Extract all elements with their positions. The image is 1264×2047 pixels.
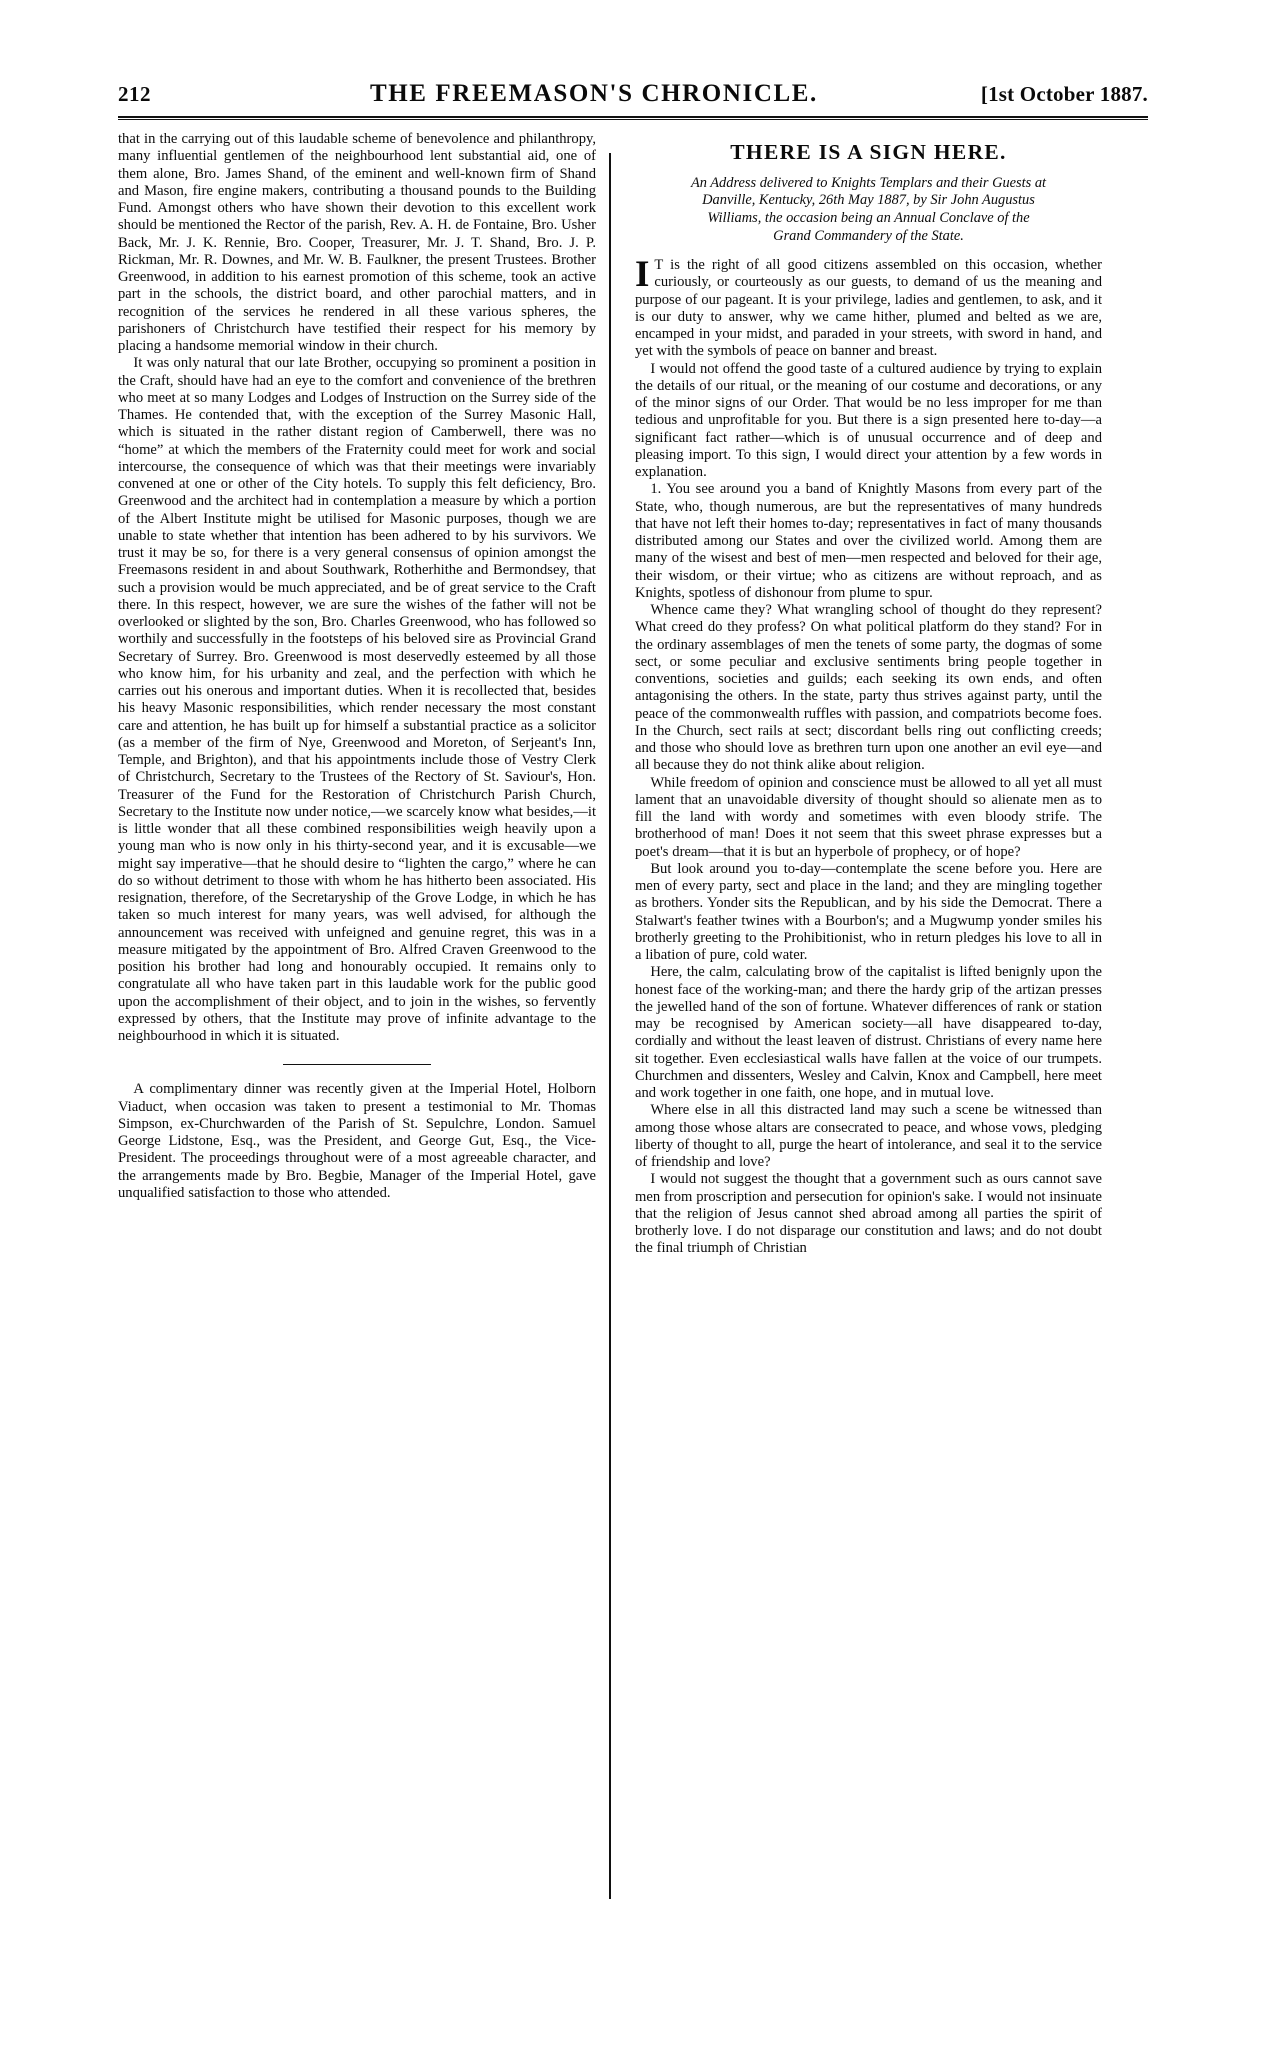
left-column xyxy=(118,131,609,2011)
byline-line: Danville, Kentucky, 26th May 1887, by Sir John Augustus xyxy=(702,192,1035,209)
opening-paragraph-text: T is the right of all good citizens assembled on this occasion, whether curiously, or courteously as our guests, to demand of us the meaning and purpose of our pageant. It is your privilege, ladies and gentlemen, to ask, and it is our duty to answer, why we came hither, plumed and belted as we are, encamped in your midst, and paraded in your streets, with sword in hand, and yet with the symbols of peace on banner and breast. xyxy=(635,257,1102,360)
paragraph: I would not suggest the thought that a government such as ours cannot save men from proscription and persecution for opinion's sake. I would not insinuate that the religion of Jesus cannot shed abroad among all parties the spirit of brotherly love. I do not disparage our constitution and laws; and do not doubt the final triumph of Christian xyxy=(635,1171,1102,1257)
paragraph: While freedom of opinion and conscience must be allowed to all yet all must lament that an unavoidable diversity of thought should so alienate men as to fill the land with wordy and sometimes with even bloody strife. The brotherhood of man! Does it not seem that this sweet phrase expresses but a poet's dream—that it is but an hyperbole of prophecy, or of hope? xyxy=(635,774,1102,860)
byline-line: An Address delivered to Knights Templars and their Guests at xyxy=(690,174,1047,191)
paragraph: But look around you to-day—contemplate the scene before you. Here are men of every party, sect and place in the land; and they are mingling together as brothers. Yonder sits the Republican, and by his side the Democrat. There a Stalwart's feather twines with a Bourbon's; and a Mugwump yonder smiles his brotherly greeting to the Prohibitionist, who in return pledges his love to all in a libation of pure, cold water. xyxy=(635,860,1102,964)
news-item-paragraph: A complimentary dinner was recently given at the Imperial Hotel, Holborn Viaduct, when occasion was taken to present a testimonial to Mr. Thomas Simpson, ex-Churchwarden of the Parish of St. Sepulchre, London. Samuel George Lidstone, Esq., was the President, and George Gut, Esq., the Vice-President. The proceedings throughout were of a most agreeable character, and the arrangements made by Bro. Begbie, Manager of the Imperial Hotel, gave unqualified satisfaction to those who attended. xyxy=(118,1081,596,1201)
opening-paragraph xyxy=(635,254,1102,361)
paragraph: Here, the calm, calculating brow of the capitalist is lifted benignly upon the honest face of the working-man; and there the hardy grip of the artizan presses the jewelled hand of the son of fortune. Whatever differences of rank or station may be recognised by American society—all have disappeared to-day, cordially and without the least leaven of distrust. Christians of every name here sit together. Even ecclesiastical walls have fallen at the voice of our trumpets. Churchmen and dissenters, Wesley and Calvin, Knox and Campbell, here meet and work together in one faith, one hope, and in mutual love. xyxy=(635,964,1102,1102)
masthead-rule xyxy=(118,116,1148,120)
article-title: THERE IS A SIGN HERE. xyxy=(730,140,1007,164)
two-column-body xyxy=(118,131,1148,2011)
paragraph: Whence came they? What wrangling school of thought do they represent? What creed do they profess? On what political platform do they stand? For in the ordinary assemblages of men the tenets of some party, the dogmas of some sect, or some peculiar and exclusive sentiments bring people together in conventions, societies and guilds; each seeking its own ends, and often antagonising the others. In the state, party thus strives against party, until the peace of the commonwealth ruffles with passion, and compatriots become foes. In the Church, sect rails at sect; discordant bells ring out conflicting creeds; and those who should love as brethren turn upon one another an evil eye—and all because they do not think alike about religion. xyxy=(635,602,1102,774)
article-byline xyxy=(635,175,1102,245)
drop-cap: I xyxy=(635,254,650,296)
publication-title: THE FREEMASON'S CHRONICLE. xyxy=(369,80,818,107)
paragraph: I would not offend the good taste of a cultured audience by trying to explain the details of our ritual, or the meaning of our costume and decorations, or any of the minor signs of our Order. That would be no less improper for me than tedious and unprofitable for you. But there is a sign presented here to-day—a significant fact rather—which is of unusual occurrence and of deep and pleasing import. To this sign, I would direct your attention by a few words in explanation. xyxy=(635,360,1102,481)
paragraph-continued: that in the carrying out of this laudable scheme of benevolence and philanthropy, many influential gentlemen of the neighbourhood lent substantial aid, one of them alone, Bro. James Shand, of the eminent and well-known firm of Shand and Mason, fire engine makers, contributing a thousand pounds to the Building Fund. Amongst others who have shown their devotion to this excellent work should be mentioned the Rector of the parish, Rev. A. H. de Fontaine, Bro. Usher Back, Mr. J. K. Rennie, Bro. Cooper, Treasurer, Mr. J. T. Shand, Bro. J. P. Rickman, Mr. R. Downes, and Mr. W. B. Faulkner, the present Trustees. Brother Greenwood, in addition to his earnest promotion of this scheme, took an active part in the schools, the district board, and other parochial matters, and in recognition of the services he rendered in all these various spheres, the parishoners of Christchurch have testified their respect for his memory by placing a handsome memorial window in their church. xyxy=(118,131,596,354)
section-divider xyxy=(283,1064,431,1065)
byline-line: Grand Commandery of the State. xyxy=(773,227,964,244)
paragraph: 1. You see around you a band of Knightly Masons from every part of the State, who, though numerous, are but the representatives of many hundreds that have not left their homes to-day; representatives in fact of many thousands distributed among our States and over the civilized world. Among them are many of the wisest and best of men—men respected and beloved for their age, their wisdom, or their virtue; who as citizens are without reproach, and as Knights, spotless of dishonour from plume to spur. xyxy=(635,481,1102,601)
issue-date: [1st October 1887. xyxy=(980,82,1148,106)
byline-line: Williams, the occasion being an Annual Conclave of the xyxy=(707,209,1030,226)
running-head xyxy=(118,80,1148,114)
page-number: 212 xyxy=(118,82,151,106)
paragraph: Where else in all this distracted land may such a scene be witnessed than among those whose altars are consecrated to peace, and whose vows, pledging liberty of thought to all, purge the heart of intolerance, and seal it to the service of friendship and love? xyxy=(635,1102,1102,1171)
right-column xyxy=(611,131,1102,2011)
paragraph: It was only natural that our late Brother, occupying so prominent a position in the Craft, should have had an eye to the comfort and convenience of the brethren who meet at so many Lodges and Lodges of Instruction on the Surrey side of the Thames. He contended that, with the exception of the Surrey Masonic Hall, which is situated in the rather distant region of Camberwell, there was no “home” at which the members of the Fraternity could meet for work and social intercourse, the consequence of which was that their meetings were invariably convened at one or other of the City hotels. To supply this felt deficiency, Bro. Greenwood and the architect had in contemplation a measure by which a portion of the Albert Institute might be utilised for Masonic purposes, though we are unable to state whether that intention has been adhered to by his survivors. We trust it may be so, for there is a very general consensus of opinion amongst the Freemasons resident in and about Southwark, Rotherhithe and Bermondsey, that such a provision would be much appreciated, and be of great service to the Craft there. In this respect, however, we are sure the wishes of the father will not be overlooked or slighted by the son, Bro. Charles Greenwood, who has followed so worthily and successfully in the footsteps of his beloved sire as Provincial Grand Secretary of Surrey. Bro. Greenwood is most deservedly esteemed by all those who know him, for his urbanity and zeal, and the perfection with which he carries out his onerous and important duties. When it is recollected that, besides his heavy Masonic responsibilities, which render necessary the most constant care and attention, he has built up for himself a substantial practice as a solicitor (as a member of the firm of Nye, Greenwood and Moreton, of Serjeant's Inn, Temple, and Brighton), and that his appointments include those of Vestry Clerk of Christchurch, Secretary to the Trustees of the Rectory of St. Saviour's, Hon. Treasurer of the Fund for the Restoration of Christchurch Parish Church, Secretary to the Institute now under notice,—we scarcely know what besides,—it is little wonder that all these combined responsibilities weigh heavily upon a young man who is now only in his thirty-second year, and it is excusable—we might say imperative—that he should desire to “lighten the cargo,” where he can do so without detriment to those with whom he has hitherto been associated. His resignation, therefore, of the Secretaryship of the Grove Lodge, in which he has taken so much interest for many years, was well advised, for although the announcement was received with unfeigned and genuine regret, this was in a measure mitigated by the appointment of Bro. Alfred Craven Greenwood to the position his brother had long and honourably occupied. It remains only to congratulate all who have taken part in this laudable work for the public good upon the accomplishment of their object, and to join in the wishes, so fervently expressed by others, that the Institute may prove of infinite advantage to the neighbourhood in which it is situated. xyxy=(118,355,596,1044)
